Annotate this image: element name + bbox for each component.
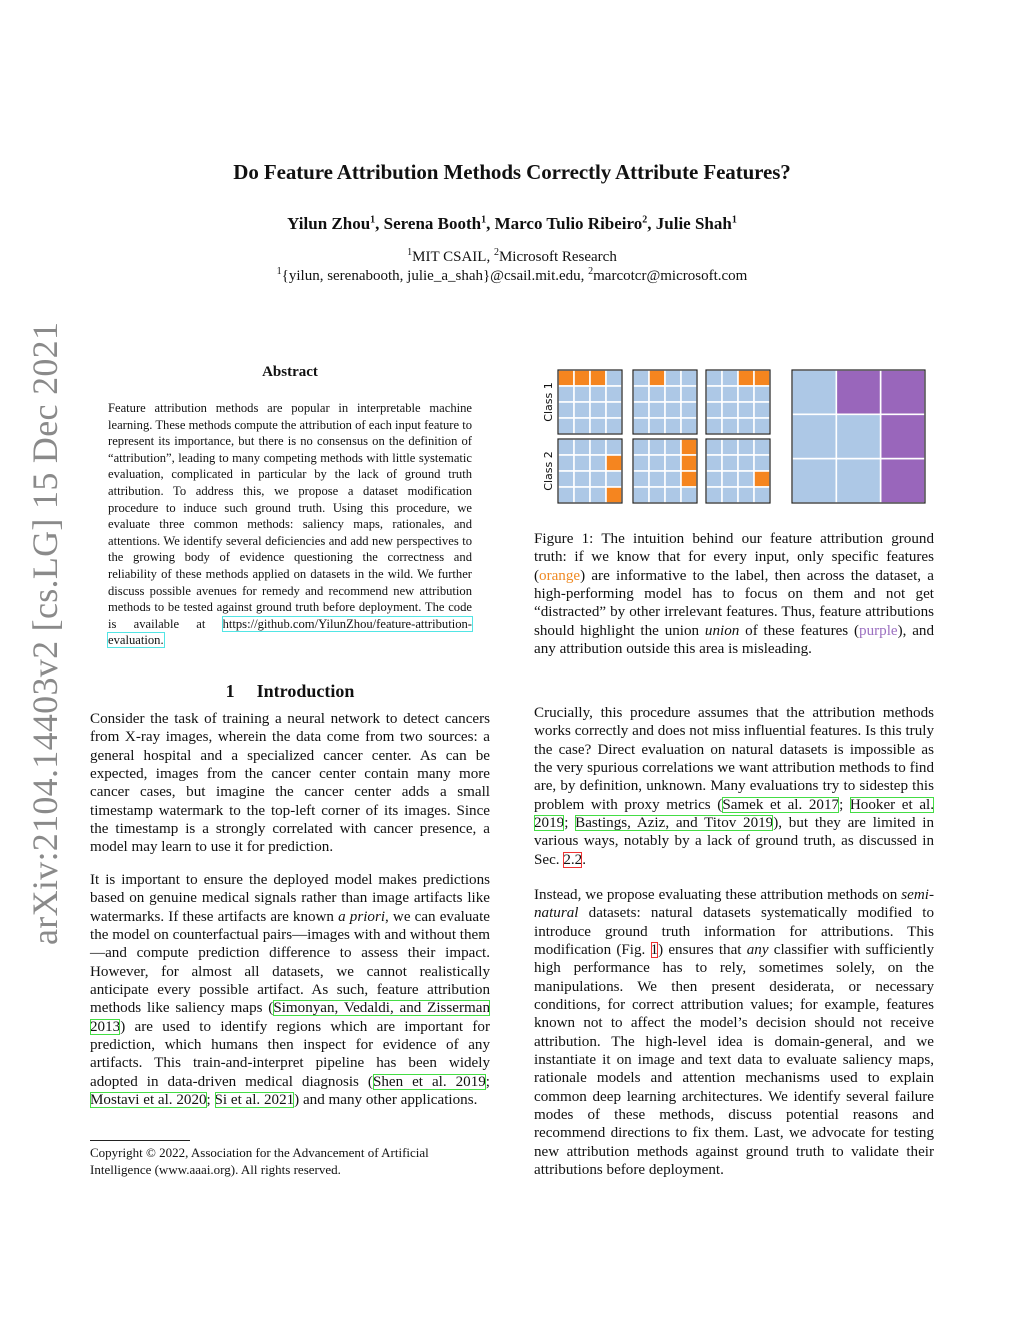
feature-cell bbox=[574, 455, 590, 471]
author-name: Julie Shah bbox=[655, 214, 732, 233]
feature-cell bbox=[706, 370, 722, 386]
abstract-body: Feature attribution methods are popular in interpretable machine learning. These methods compute the attribution of each input feature to represent its importance, but there is no consensus on the definition of “attribution”, leading to many competing methods with little systematic evaluation, complicated in particular by the lack of ground truth attribution. To address this, we propose a dataset modification procedure to induce such ground truth. Using this procedure, we evaluate three common methods: saliency maps, rationales, and attentions. We identify several deficiencies and add new perspectives to the growing body of evidence questioning the correctness and reliability of these methods applied on datasets in the wild. We further discuss possible avenues for remedy and recommend new attribution methods to be tested against ground truth before deployment. The code is available at bbox=[108, 401, 472, 631]
emails bbox=[0, 268, 1024, 285]
feature-cell bbox=[706, 386, 722, 402]
feature-cell bbox=[738, 439, 754, 455]
union-attribution-grid bbox=[792, 370, 925, 503]
feature-cell bbox=[738, 418, 754, 434]
feature-cell bbox=[665, 370, 681, 386]
feature-cell bbox=[590, 455, 606, 471]
highlighted-feature-cell bbox=[754, 370, 770, 386]
feature-cell bbox=[722, 386, 738, 402]
feature-cell bbox=[649, 471, 665, 487]
paragraph-text bbox=[534, 704, 934, 869]
text-run: ; bbox=[839, 796, 850, 813]
feature-cell bbox=[633, 402, 649, 418]
feature-cell bbox=[633, 471, 649, 487]
feature-cell bbox=[706, 487, 722, 503]
feature-cell bbox=[558, 418, 574, 434]
caption-text bbox=[534, 530, 934, 658]
feature-cell bbox=[558, 471, 574, 487]
email-1: {yilun, serenabooth, julie_a_shah}@csail.mit.edu, bbox=[281, 268, 585, 284]
citation-link[interactable]: Hooker et al. 2019 bbox=[534, 796, 934, 832]
text-run: ; bbox=[564, 815, 576, 832]
section-title: Introduction bbox=[256, 681, 355, 701]
feature-cell bbox=[558, 455, 574, 471]
feature-cell bbox=[681, 386, 697, 402]
feature-cell bbox=[681, 418, 697, 434]
feature-cell bbox=[722, 402, 738, 418]
highlighted-feature-cell bbox=[606, 455, 622, 471]
email-mark: 1 bbox=[276, 266, 282, 277]
text-run: ) and many other applications. bbox=[294, 1092, 478, 1109]
feature-cell bbox=[633, 370, 649, 386]
feature-cell bbox=[590, 487, 606, 503]
citation-link[interactable]: Simonyan, Vedaldi, and Zisserman 2013 bbox=[90, 1000, 490, 1035]
abstract-heading: Abstract bbox=[262, 364, 318, 380]
text-run: ) are used to identify regions which are important for prediction, which humans then inspect for evidence of any artifacts. This train-and-interpret pipeline has been widely adopted in data-driven medical diagnosis ( bbox=[90, 1018, 490, 1090]
feature-cell bbox=[665, 439, 681, 455]
feature-cell bbox=[606, 418, 622, 434]
section-heading bbox=[90, 681, 490, 702]
text-run: ) ensures that bbox=[658, 942, 742, 959]
text-run: Crucially, this procedure assumes that the attribution methods works correctly and does not miss influential features. Is this truly the case? Direct evaluation on natural datasets is impossible as the very spurious correlations we want attribution methods to find are, by definition, unknown. Many evaluations try to sidestep this problem with proxy metrics ( bbox=[534, 705, 934, 813]
right-paragraph-1 bbox=[534, 704, 934, 869]
feature-cell bbox=[754, 402, 770, 418]
citation-link[interactable]: Bastings, Aziz, and Titov 2019 bbox=[575, 815, 774, 832]
text-run: , we can evaluate the model on counterfactual pairs—images with and without them—and compute prediction difference to assess their impact. However, for almost all datasets, we cannot realistically anticipate every possible artifact. As such, feature attribution methods like saliency maps ( bbox=[90, 908, 490, 1017]
emphasis: a priori bbox=[338, 908, 386, 925]
class-2-input-grid bbox=[558, 439, 622, 503]
author-affiliation-mark: 2 bbox=[642, 214, 648, 226]
feature-cell bbox=[606, 386, 622, 402]
feature-cell bbox=[681, 487, 697, 503]
highlighted-feature-cell bbox=[574, 370, 590, 386]
figure-1 bbox=[534, 360, 934, 512]
feature-cell bbox=[665, 386, 681, 402]
feature-cell bbox=[574, 439, 590, 455]
feature-cell bbox=[722, 418, 738, 434]
feature-cell bbox=[754, 386, 770, 402]
footnote-rule bbox=[90, 1140, 190, 1141]
code-link[interactable]: https://github.com/YilunZhou/feature-attribution-evaluation. bbox=[108, 616, 472, 648]
section-number: 1 bbox=[225, 681, 235, 701]
section-reference-link[interactable]: 2.2 bbox=[563, 851, 583, 868]
feature-cell bbox=[649, 402, 665, 418]
figure-caption bbox=[534, 530, 934, 658]
emphasis: union bbox=[704, 622, 740, 639]
class-2-input-grid bbox=[633, 439, 697, 503]
feature-cell bbox=[649, 386, 665, 402]
affiliation-2: Microsoft Research bbox=[498, 249, 617, 265]
feature-cell bbox=[574, 402, 590, 418]
feature-cell bbox=[558, 402, 574, 418]
feature-cell bbox=[754, 487, 770, 503]
copyright-footnote: Copyright © 2022, Association for the Advancement of Artificial Intelligence (www.aaai.org). All rights reserved. bbox=[90, 1145, 429, 1177]
highlighted-feature-cell bbox=[590, 370, 606, 386]
feature-cell bbox=[606, 439, 622, 455]
feature-cell bbox=[558, 386, 574, 402]
feature-cell bbox=[633, 439, 649, 455]
class-1-input-grid bbox=[706, 370, 770, 434]
author-affiliation-mark: 1 bbox=[370, 214, 376, 226]
author-affiliation-mark: 1 bbox=[481, 214, 487, 226]
emphasis: semi-natural bbox=[534, 887, 934, 922]
feature-cell bbox=[754, 439, 770, 455]
paragraph-text: Consider the task of training a neural network to detect cancers from X-ray images, wherein the data come from two sources: a general hospital and a specialized cancer center. As can be expected, images from the cancer center contain many more cancer cases, but imagine the cancer center adds a small timestamp watermark to the top-left corner of its images. Since the timestamp is a strongly correlated with cancer presence, a model may learn to use it for prediction. bbox=[90, 711, 490, 856]
feature-cell bbox=[754, 418, 770, 434]
affiliation-mark: 2 bbox=[493, 247, 499, 258]
intro-paragraph-2 bbox=[90, 871, 490, 1109]
feature-cell bbox=[574, 386, 590, 402]
class-2-label: Class 2 bbox=[542, 451, 555, 491]
highlighted-feature-cell bbox=[881, 414, 925, 458]
feature-cell bbox=[706, 418, 722, 434]
arxiv-identifier: arXiv:2104.14403v2 [cs.LG] 15 Dec 2021 bbox=[25, 321, 65, 945]
feature-cell bbox=[706, 402, 722, 418]
paragraph-text bbox=[90, 871, 490, 1109]
feature-cell bbox=[738, 487, 754, 503]
feature-cell bbox=[558, 439, 574, 455]
feature-cell bbox=[649, 455, 665, 471]
abstract-text bbox=[108, 400, 472, 649]
author-name: Marco Tulio Ribeiro bbox=[494, 214, 643, 233]
feature-cell bbox=[649, 487, 665, 503]
feature-cell bbox=[722, 487, 738, 503]
text-run: datasets: natural datasets systematically modified to introduce ground truth information for attributions. This modification (Fig. bbox=[534, 905, 934, 959]
feature-cell bbox=[738, 455, 754, 471]
intro-paragraph-1 bbox=[90, 710, 490, 857]
feature-cell bbox=[738, 471, 754, 487]
highlighted-feature-cell bbox=[649, 370, 665, 386]
feature-cell bbox=[836, 414, 880, 458]
class-1-input-grid bbox=[558, 370, 622, 434]
caption-orange-word: orange bbox=[539, 567, 581, 584]
citation-link[interactable]: Mostavi et al. 2020 bbox=[90, 1092, 207, 1109]
text-run: ; bbox=[206, 1092, 215, 1109]
text-run: ; bbox=[485, 1073, 490, 1090]
feature-cell bbox=[633, 487, 649, 503]
feature-cell bbox=[633, 418, 649, 434]
feature-cell bbox=[606, 471, 622, 487]
feature-cell bbox=[792, 370, 836, 414]
author-affiliation-mark: 1 bbox=[731, 214, 737, 226]
feature-cell bbox=[738, 402, 754, 418]
highlighted-feature-cell bbox=[681, 471, 697, 487]
feature-cell bbox=[590, 386, 606, 402]
affiliation-1: MIT CSAIL, bbox=[412, 249, 491, 265]
right-paragraph-2 bbox=[534, 886, 934, 1180]
feature-cell bbox=[738, 386, 754, 402]
highlighted-feature-cell bbox=[606, 487, 622, 503]
feature-cell bbox=[574, 471, 590, 487]
class-1-input-grid bbox=[633, 370, 697, 434]
feature-cell bbox=[792, 414, 836, 458]
highlighted-feature-cell bbox=[738, 370, 754, 386]
author-name: Yilun Zhou bbox=[287, 214, 371, 233]
feature-cell bbox=[665, 487, 681, 503]
emphasis: any bbox=[746, 942, 769, 959]
citation-link[interactable]: Si et al. 2021 bbox=[214, 1092, 295, 1109]
email-mark: 2 bbox=[588, 266, 594, 277]
affiliation-mark: 1 bbox=[407, 247, 413, 258]
feature-cell bbox=[590, 418, 606, 434]
author-list: Yilun Zhou$^1$, Serena Booth$^1$, Marco Tulio Ribeiro$^2$, Julie Shah$^1$ bbox=[287, 214, 737, 233]
text-run: ), and any attribution outside this area is misleading. bbox=[534, 622, 935, 658]
feature-cell bbox=[574, 418, 590, 434]
text-run: ), but they are limited in various ways, notably by a lack of ground truth, as discussed in Sec. bbox=[534, 815, 934, 868]
feature-cell bbox=[706, 439, 722, 455]
author-name: Serena Booth bbox=[383, 214, 482, 233]
paragraph-text bbox=[534, 886, 934, 1180]
caption-purple-word: purple bbox=[859, 622, 898, 639]
class-1-label: Class 1 bbox=[542, 382, 555, 422]
feature-cell bbox=[722, 471, 738, 487]
feature-cell bbox=[665, 402, 681, 418]
citation-link[interactable]: Shen et al. 2019 bbox=[372, 1073, 486, 1090]
feature-cell bbox=[792, 459, 836, 503]
feature-cell bbox=[754, 455, 770, 471]
text-run: It is important to ensure the deployed model makes predictions based on genuine medical signals rather than image artifacts like watermarks. If these artifacts are known bbox=[90, 872, 490, 925]
feature-cell bbox=[606, 402, 622, 418]
highlighted-feature-cell bbox=[681, 439, 697, 455]
feature-cell bbox=[836, 459, 880, 503]
feature-cell bbox=[590, 471, 606, 487]
email-2: marcotcr@microsoft.com bbox=[593, 268, 748, 284]
highlighted-feature-cell bbox=[558, 370, 574, 386]
feature-cell bbox=[633, 455, 649, 471]
text-run: Figure 1: The intuition behind our feature attribution ground truth: if we know that for every input, only specific features ( bbox=[534, 531, 934, 584]
feature-cell bbox=[665, 455, 681, 471]
feature-cell bbox=[649, 418, 665, 434]
text-run: ) are informative to the label, then across the dataset, a high-performing model has to focus on them and not get “distracted” by other irrelevant features. Thus, feature attributions should highlight the union bbox=[534, 567, 934, 639]
highlighted-feature-cell bbox=[881, 459, 925, 503]
text-run: classifier with sufficiently high performance has to rely, sometimes solely, on the manipulations. We then present desiderata, or necessary conditions, for correct attribution values; for example, features known not to affect the model’s decision should not receive attribution. The high-level idea is domain-general, and we instantiate it on image and text data to evaluate saliency maps, rationale models and attention mechanisms used to explain common deep learning architectures. We identify several failure modes of these methods, discuss potential reasons and recommend directions to fix them. Last, we advocate for testing new attribution methods against ground truth to validate their attributions before deployment. bbox=[534, 942, 934, 1179]
highlighted-feature-cell bbox=[881, 370, 925, 414]
text-run: of these features ( bbox=[745, 622, 860, 639]
highlighted-feature-cell bbox=[754, 471, 770, 487]
feature-cell bbox=[681, 370, 697, 386]
feature-cell bbox=[590, 402, 606, 418]
feature-cell bbox=[665, 471, 681, 487]
feature-cell bbox=[633, 386, 649, 402]
text-run: . bbox=[582, 851, 586, 868]
text-run: Instead, we propose evaluating these attribution methods on bbox=[534, 887, 898, 903]
figure-reference-link[interactable]: 1 bbox=[650, 942, 659, 959]
feature-cell bbox=[681, 402, 697, 418]
paper-title: Do Feature Attribution Methods Correctly Attribute Features? bbox=[233, 160, 791, 184]
highlighted-feature-cell bbox=[836, 370, 880, 414]
feature-cell bbox=[706, 471, 722, 487]
feature-cell bbox=[649, 439, 665, 455]
feature-cell bbox=[574, 487, 590, 503]
class-2-input-grid bbox=[706, 439, 770, 503]
feature-cell bbox=[706, 455, 722, 471]
feature-cell bbox=[606, 370, 622, 386]
feature-cell bbox=[590, 439, 606, 455]
citation-link[interactable]: Samek et al. 2017 bbox=[722, 796, 840, 813]
feature-cell bbox=[558, 487, 574, 503]
affiliations bbox=[0, 249, 1024, 266]
feature-cell bbox=[722, 439, 738, 455]
feature-cell bbox=[722, 370, 738, 386]
feature-cell bbox=[722, 455, 738, 471]
highlighted-feature-cell bbox=[681, 455, 697, 471]
feature-cell bbox=[665, 418, 681, 434]
